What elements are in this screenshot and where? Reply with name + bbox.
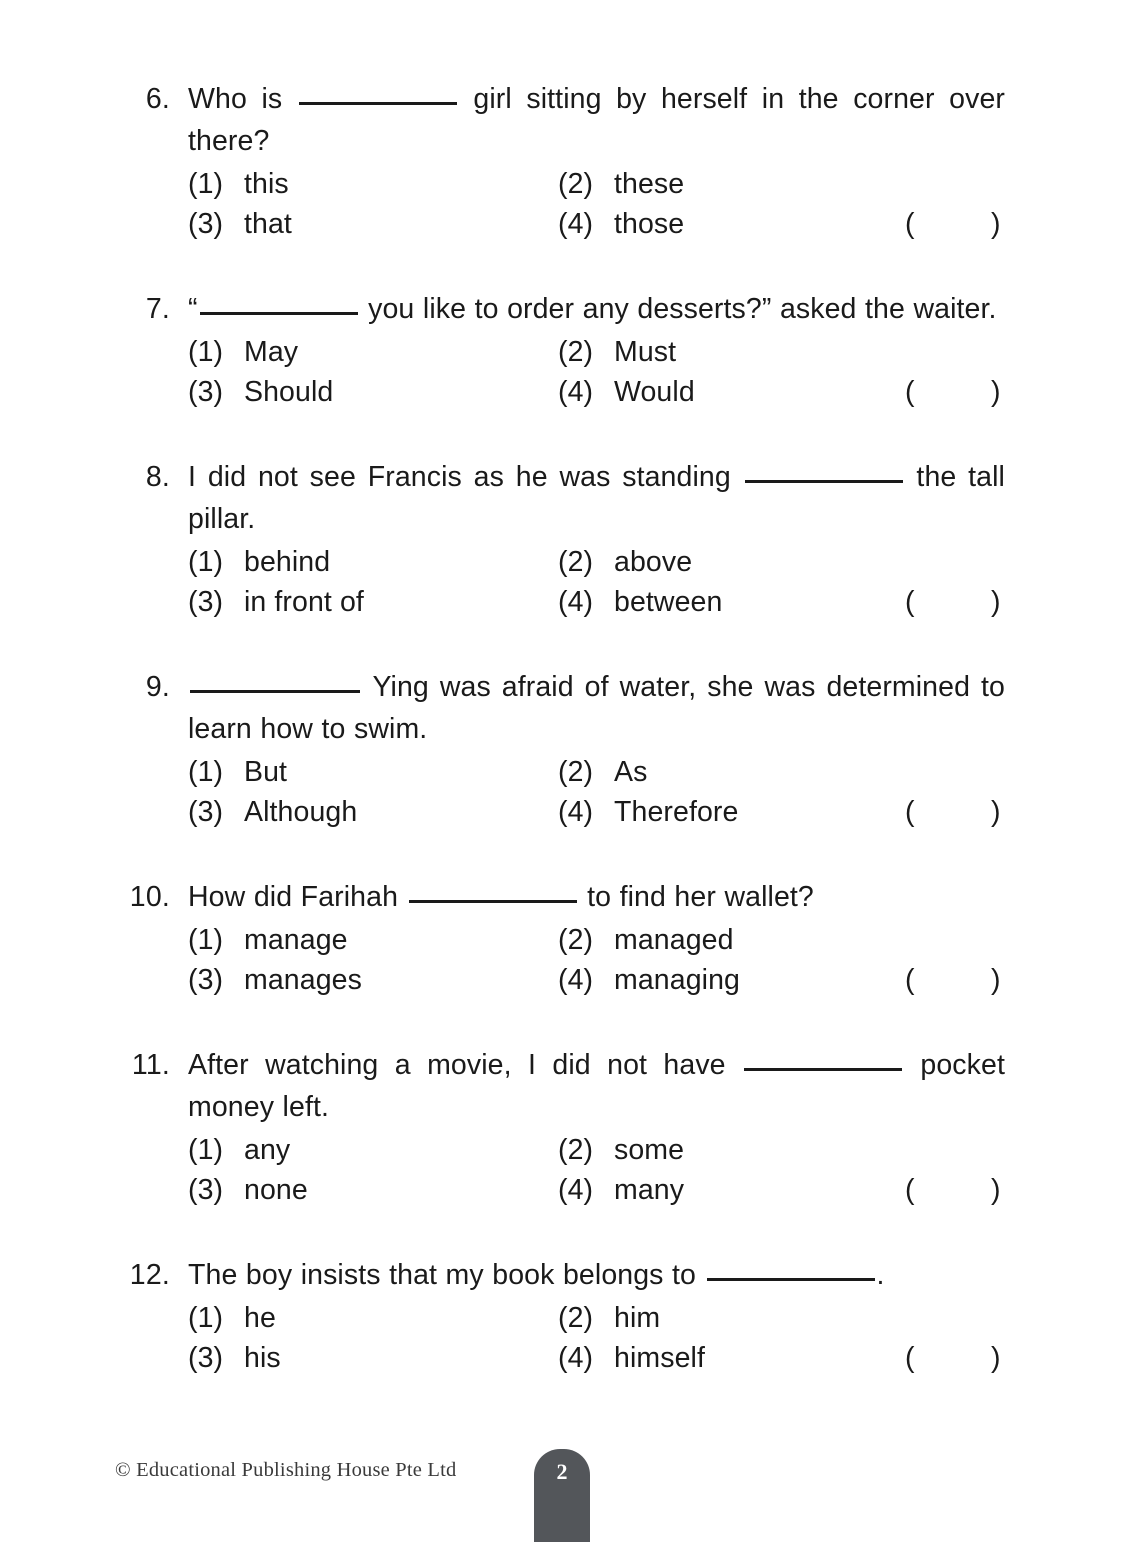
option-marker: (3) xyxy=(188,796,224,828)
option-row xyxy=(188,752,1123,792)
question-spacer xyxy=(0,622,1123,666)
option-row xyxy=(188,542,1123,582)
option-label: manage xyxy=(244,924,348,956)
question-spacer xyxy=(0,244,1123,288)
option-marker: (1) xyxy=(188,546,224,578)
option-marker: (4) xyxy=(558,964,594,996)
option-label: him xyxy=(614,1302,661,1334)
option-choice[interactable] xyxy=(188,792,357,832)
answer-bracket-open: ( xyxy=(905,1342,915,1374)
option-marker: (3) xyxy=(188,208,224,240)
option-row xyxy=(188,1298,1123,1338)
option-row xyxy=(188,1130,1123,1170)
stem-part-before-blank: The boy insists that my book belongs to xyxy=(188,1259,697,1291)
question-spacer xyxy=(0,1000,1123,1044)
question-number: 12. xyxy=(129,1259,170,1291)
option-group xyxy=(0,752,1123,832)
option-label: in front of xyxy=(244,586,364,618)
question-item xyxy=(0,1254,1123,1378)
option-marker: (2) xyxy=(558,168,594,200)
question-item xyxy=(0,288,1123,412)
option-row xyxy=(188,792,1123,832)
question-stem-text xyxy=(188,1254,1005,1296)
question-spacer xyxy=(0,832,1123,876)
stem-part-before-blank: Who is xyxy=(188,83,283,115)
question-stem-text xyxy=(188,78,1005,162)
option-choice[interactable] xyxy=(558,1338,705,1378)
option-marker: (4) xyxy=(558,586,594,618)
stem-part-before-blank: I did not see Francis as he was standing xyxy=(188,461,731,493)
option-choice[interactable] xyxy=(188,372,333,412)
question-stem xyxy=(0,1044,1123,1128)
fill-in-blank[interactable] xyxy=(707,1278,875,1281)
option-label: Should xyxy=(244,376,334,408)
question-stem xyxy=(0,78,1123,162)
question-stem xyxy=(0,288,1123,330)
answer-bracket-close: ) xyxy=(991,1174,1001,1206)
copyright-notice: © Educational Publishing House Pte Ltd xyxy=(115,1459,457,1481)
question-number: 10. xyxy=(129,881,170,913)
stem-part-after-blank: Ying was afraid of water, she was determined to learn how to swim. xyxy=(188,671,1005,745)
option-group xyxy=(0,1298,1123,1378)
question-item xyxy=(0,666,1123,832)
question-item xyxy=(0,78,1123,244)
option-marker: (3) xyxy=(188,586,224,618)
option-label: any xyxy=(244,1134,291,1166)
option-marker: (3) xyxy=(188,1174,224,1206)
option-label: himself xyxy=(614,1342,705,1374)
page-number: 2 xyxy=(556,1459,568,1484)
fill-in-blank[interactable] xyxy=(745,480,903,483)
option-marker: (2) xyxy=(558,1302,594,1334)
option-group xyxy=(0,332,1123,412)
option-choice[interactable] xyxy=(188,752,287,792)
stem-part-before-blank: How did Farihah xyxy=(188,881,399,913)
answer-bracket-close: ) xyxy=(991,208,1001,240)
stem-part-after-blank: girl sitting by herself in the corner over there? xyxy=(188,83,1005,157)
question-number: 7. xyxy=(145,293,170,325)
option-choice[interactable] xyxy=(558,582,722,622)
option-label: managing xyxy=(614,964,740,996)
answer-bracket-close: ) xyxy=(991,796,1001,828)
question-item xyxy=(0,876,1123,1000)
option-marker: (3) xyxy=(188,1342,224,1374)
answer-bracket-close: ) xyxy=(991,376,1001,408)
question-item xyxy=(0,1044,1123,1210)
answer-bracket-open: ( xyxy=(905,376,915,408)
fill-in-blank[interactable] xyxy=(409,900,577,903)
question-stem xyxy=(0,666,1123,750)
question-list xyxy=(0,78,1123,1378)
option-group xyxy=(0,164,1123,244)
option-row xyxy=(188,204,1123,244)
stem-part-before-blank: After watching a movie, I did not have xyxy=(188,1049,726,1081)
option-row xyxy=(188,164,1123,204)
option-row xyxy=(188,372,1123,412)
option-choice[interactable] xyxy=(558,1170,684,1210)
answer-bracket-open: ( xyxy=(905,208,915,240)
option-choice[interactable] xyxy=(558,752,647,792)
fill-in-blank[interactable] xyxy=(744,1068,902,1071)
option-label: Must xyxy=(614,336,677,368)
option-label: managed xyxy=(614,924,734,956)
option-label: behind xyxy=(244,546,331,578)
option-marker: (4) xyxy=(558,1342,594,1374)
option-label: manages xyxy=(244,964,362,996)
option-marker: (1) xyxy=(188,924,224,956)
question-stem xyxy=(0,1254,1123,1296)
option-choice[interactable] xyxy=(188,164,289,204)
option-label: As xyxy=(614,756,648,788)
option-label: Therefore xyxy=(614,796,739,828)
option-row xyxy=(188,582,1123,622)
option-marker: (4) xyxy=(558,208,594,240)
option-group xyxy=(0,920,1123,1000)
question-number: 9. xyxy=(145,671,170,703)
stem-part-after-blank: . xyxy=(876,1259,885,1291)
stem-part-after-blank: the tall pillar. xyxy=(188,461,1005,535)
fill-in-blank[interactable] xyxy=(190,690,360,693)
question-number: 8. xyxy=(145,461,170,493)
fill-in-blank[interactable] xyxy=(200,312,358,315)
option-choice[interactable] xyxy=(558,332,676,372)
option-label: these xyxy=(614,168,685,200)
option-choice[interactable] xyxy=(188,1130,290,1170)
question-number: 6. xyxy=(145,83,170,115)
option-choice[interactable] xyxy=(188,204,292,244)
option-label: those xyxy=(614,208,685,240)
option-choice[interactable] xyxy=(558,920,734,960)
option-marker: (1) xyxy=(188,168,224,200)
option-choice[interactable] xyxy=(558,542,692,582)
question-item xyxy=(0,456,1123,622)
question-spacer xyxy=(0,412,1123,456)
stem-part-before-blank: “ xyxy=(188,293,198,325)
option-marker: (2) xyxy=(558,1134,594,1166)
option-marker: (1) xyxy=(188,1302,224,1334)
option-choice[interactable] xyxy=(558,204,684,244)
option-marker: (3) xyxy=(188,964,224,996)
option-label: between xyxy=(614,586,723,618)
option-choice[interactable] xyxy=(188,960,362,1000)
option-choice[interactable] xyxy=(188,1298,276,1338)
option-label: his xyxy=(244,1342,281,1374)
question-stem-text xyxy=(188,288,1005,330)
stem-part-after-blank: to find her wallet? xyxy=(587,881,814,913)
option-marker: (4) xyxy=(558,796,594,828)
question-stem-text xyxy=(188,666,1005,750)
option-marker: (2) xyxy=(558,546,594,578)
question-stem xyxy=(0,456,1123,540)
option-choice[interactable] xyxy=(188,332,298,372)
option-marker: (2) xyxy=(558,756,594,788)
question-stem xyxy=(0,876,1123,918)
option-marker: (3) xyxy=(188,376,224,408)
answer-bracket-open: ( xyxy=(905,796,915,828)
option-marker: (4) xyxy=(558,376,594,408)
option-choice[interactable] xyxy=(558,960,740,1000)
option-row xyxy=(188,332,1123,372)
option-choice[interactable] xyxy=(558,164,684,204)
option-choice[interactable] xyxy=(558,372,695,412)
option-choice[interactable] xyxy=(188,542,330,582)
option-label: Although xyxy=(244,796,358,828)
fill-in-blank[interactable] xyxy=(299,102,457,105)
option-marker: (4) xyxy=(558,1174,594,1206)
option-choice[interactable] xyxy=(188,920,348,960)
answer-bracket-open: ( xyxy=(905,586,915,618)
answer-bracket-close: ) xyxy=(991,1342,1001,1374)
option-label: May xyxy=(244,336,299,368)
option-group xyxy=(0,542,1123,622)
answer-bracket-close: ) xyxy=(991,586,1001,618)
option-label: that xyxy=(244,208,292,240)
question-stem-text xyxy=(188,876,1005,918)
option-choice[interactable] xyxy=(558,792,738,832)
stem-part-after-blank: pocket money left. xyxy=(188,1049,1005,1123)
answer-bracket-open: ( xyxy=(905,1174,915,1206)
question-number: 11. xyxy=(131,1049,170,1081)
option-row xyxy=(188,960,1123,1000)
option-choice[interactable] xyxy=(188,1170,308,1210)
page-footer xyxy=(0,1426,1123,1536)
option-label: this xyxy=(244,168,289,200)
option-marker: (1) xyxy=(188,336,224,368)
question-spacer xyxy=(0,1210,1123,1254)
option-marker: (1) xyxy=(188,756,224,788)
option-label: none xyxy=(244,1174,308,1206)
answer-bracket-open: ( xyxy=(905,964,915,996)
option-label: Would xyxy=(614,376,695,408)
option-marker: (1) xyxy=(188,1134,224,1166)
option-marker: (2) xyxy=(558,924,594,956)
option-label: many xyxy=(614,1174,685,1206)
option-row xyxy=(188,920,1123,960)
option-label: some xyxy=(614,1134,685,1166)
page-number-tab xyxy=(534,1449,590,1542)
option-row xyxy=(188,1170,1123,1210)
option-choice[interactable] xyxy=(558,1298,660,1338)
stem-part-after-blank: you like to order any desserts?” asked the waiter. xyxy=(368,293,997,325)
option-label: he xyxy=(244,1302,276,1334)
answer-bracket-close: ) xyxy=(991,964,1001,996)
question-stem-text xyxy=(188,1044,1005,1128)
option-choice[interactable] xyxy=(558,1130,684,1170)
option-marker: (2) xyxy=(558,336,594,368)
option-group xyxy=(0,1130,1123,1210)
option-row xyxy=(188,1338,1123,1378)
option-choice[interactable] xyxy=(188,1338,281,1378)
option-label: But xyxy=(244,756,288,788)
option-choice[interactable] xyxy=(188,582,364,622)
option-label: above xyxy=(614,546,693,578)
question-stem-text xyxy=(188,456,1005,540)
